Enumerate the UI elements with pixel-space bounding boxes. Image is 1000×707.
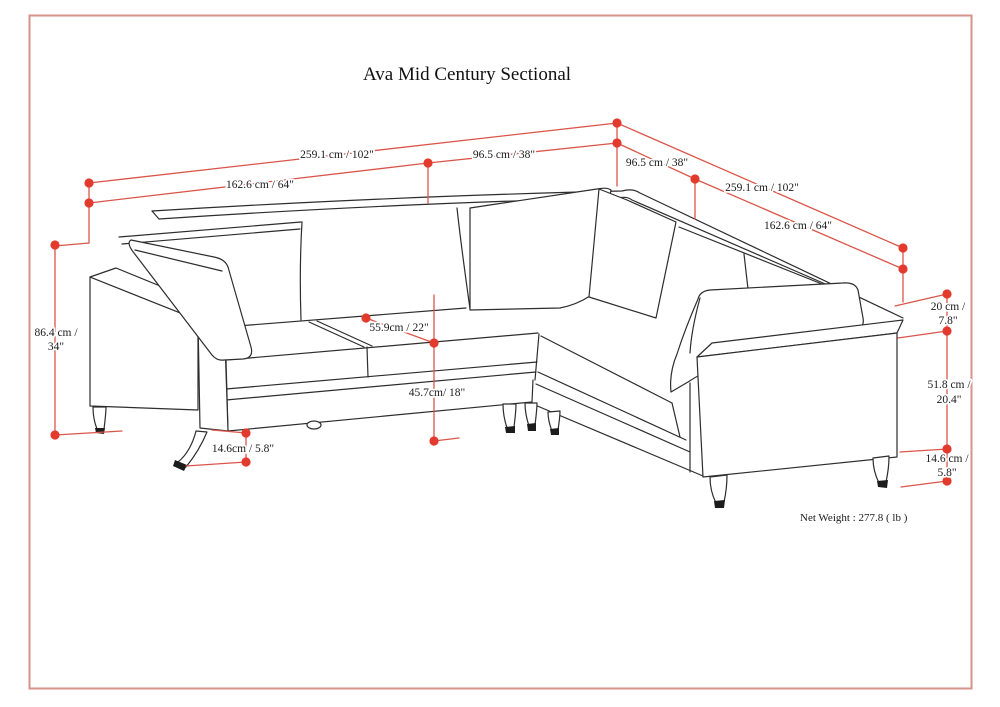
dim-right-corner-width: 96.5 cm / 38" <box>625 157 689 169</box>
dim-leg-height-left: 14.6cm / 5.8" <box>211 443 275 455</box>
dim-arm-height-line2: 20.4" <box>936 394 962 406</box>
dim-left-total-width: 259.1 cm / 102" <box>300 149 374 161</box>
dim-left-seat-width: 162.6 cm / 64" <box>226 179 294 191</box>
dim-seat-depth: 55.9cm / 22" <box>369 322 429 334</box>
dim-right-total-width: 259.1 cm / 102" <box>725 182 799 194</box>
dim-left-corner-width: 96.5 cm / 38" <box>472 149 536 161</box>
dim-seat-height: 45.7cm/ 18" <box>408 387 466 399</box>
dim-arm-height-line1: 51.8 cm / <box>927 379 971 391</box>
dim-back-above-arm-line1: 20 cm / <box>930 301 966 313</box>
dim-right-seat-width: 162.6 cm / 64" <box>764 220 832 232</box>
right-arm <box>697 320 903 477</box>
net-weight-label: Net Weight : 277.8 ( lb ) <box>800 512 908 524</box>
dim-overall-height-line1: 86.4 cm / <box>34 327 78 339</box>
seat-and-base-left <box>226 321 539 431</box>
dim-leg-height-right-line1: 14.6 cm / <box>925 453 969 465</box>
sofa-drawing <box>90 188 903 508</box>
page-title: Ava Mid Century Sectional <box>362 64 572 85</box>
dim-back-above-arm-line2: 7.8" <box>938 315 958 327</box>
dim-leg-height-right-line2: 5.8" <box>937 467 957 479</box>
dim-overall-height-line2: 34" <box>47 341 65 353</box>
center-glide <box>307 421 321 429</box>
